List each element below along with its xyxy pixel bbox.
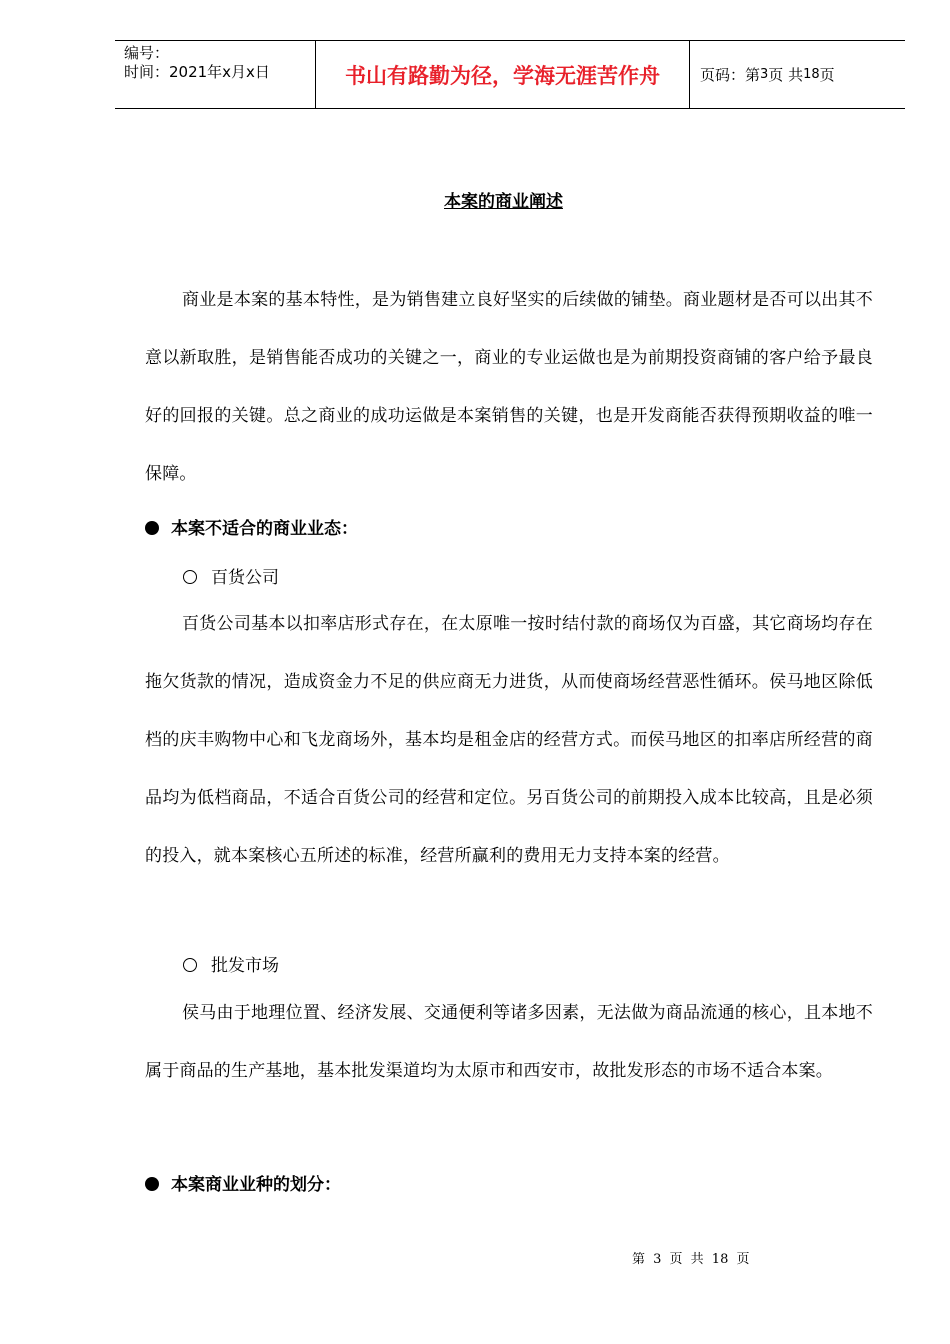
header-meta — [124, 44, 270, 82]
page-title: 本案的商业阐述 — [444, 192, 563, 212]
sub-heading — [183, 951, 279, 976]
page-total: 18 — [803, 67, 820, 82]
page-prefix: 页码：第 — [700, 66, 761, 84]
body-paragraph: 侯马由于地理位置、经济发展、交通便利等诸多因素，无法做为商品流通的核心，且本地不属于商品的生产基地，基本批发渠道均为太原市和西安市，故批发形态的市场不适合本案。 — [145, 1003, 873, 1081]
circle-bullet-icon — [183, 570, 197, 584]
page-suffix: 页 — [819, 66, 835, 84]
header-page-info — [700, 41, 835, 108]
bullet-icon — [145, 521, 159, 535]
sub-heading-text: 批发市场 — [211, 956, 279, 976]
section-heading-text: 本案商业业种的划分： — [171, 1175, 341, 1195]
sub-heading — [183, 563, 279, 588]
section-heading-text: 本案不适合的商业业态： — [171, 519, 358, 539]
page-mid: 页 共 — [768, 66, 804, 84]
intro-paragraph: 商业是本案的基本特性，是为销售建立良好坚实的后续做的铺垫。商业题材是否可以出其不意以新取胜，是销售能否成功的关键之一，商业的专业运做也是为前期投资商铺的客户给予最良好的回报的关键。总之商业的成功运做是本案销售的关键，也是开发商能否获得预期收益的唯一保障。 — [145, 290, 873, 484]
sub-heading-text: 百货公司 — [211, 568, 279, 588]
header-divider — [689, 41, 690, 108]
page-current: 3 — [760, 67, 769, 82]
page-footer: 第 3 页 共 18 页 — [632, 1252, 750, 1267]
section-heading — [145, 1170, 341, 1195]
time-label: 时间：2021年x月x日 — [124, 63, 270, 81]
bullet-icon — [145, 1177, 159, 1191]
section-heading — [145, 514, 358, 539]
number-label: 编号： — [124, 44, 170, 62]
body-paragraph: 百货公司基本以扣率店形式存在，在太原唯一按时结付款的商场仅为百盛，其它商场均存在拖欠货款的情况，造成资金力不足的供应商无力进货，从而使商场经营恶性循环。侯马地区除低档的庆丰购物中心和飞龙商场外，基本均是租金店的经营方式。而侯马地区的扣率店所经营的商品均为低档商品，不适合百货公司的经营和定位。另百货公司的前期投入成本比较高，且是必须的投入，就本案核心五所述的标准，经营所赢利的费用无力支持本案的经营。 — [145, 614, 873, 866]
circle-bullet-icon — [183, 958, 197, 972]
header-motto: 书山有路勤为径，学海无涯苦作舟 — [345, 63, 660, 88]
page-header — [115, 40, 905, 109]
